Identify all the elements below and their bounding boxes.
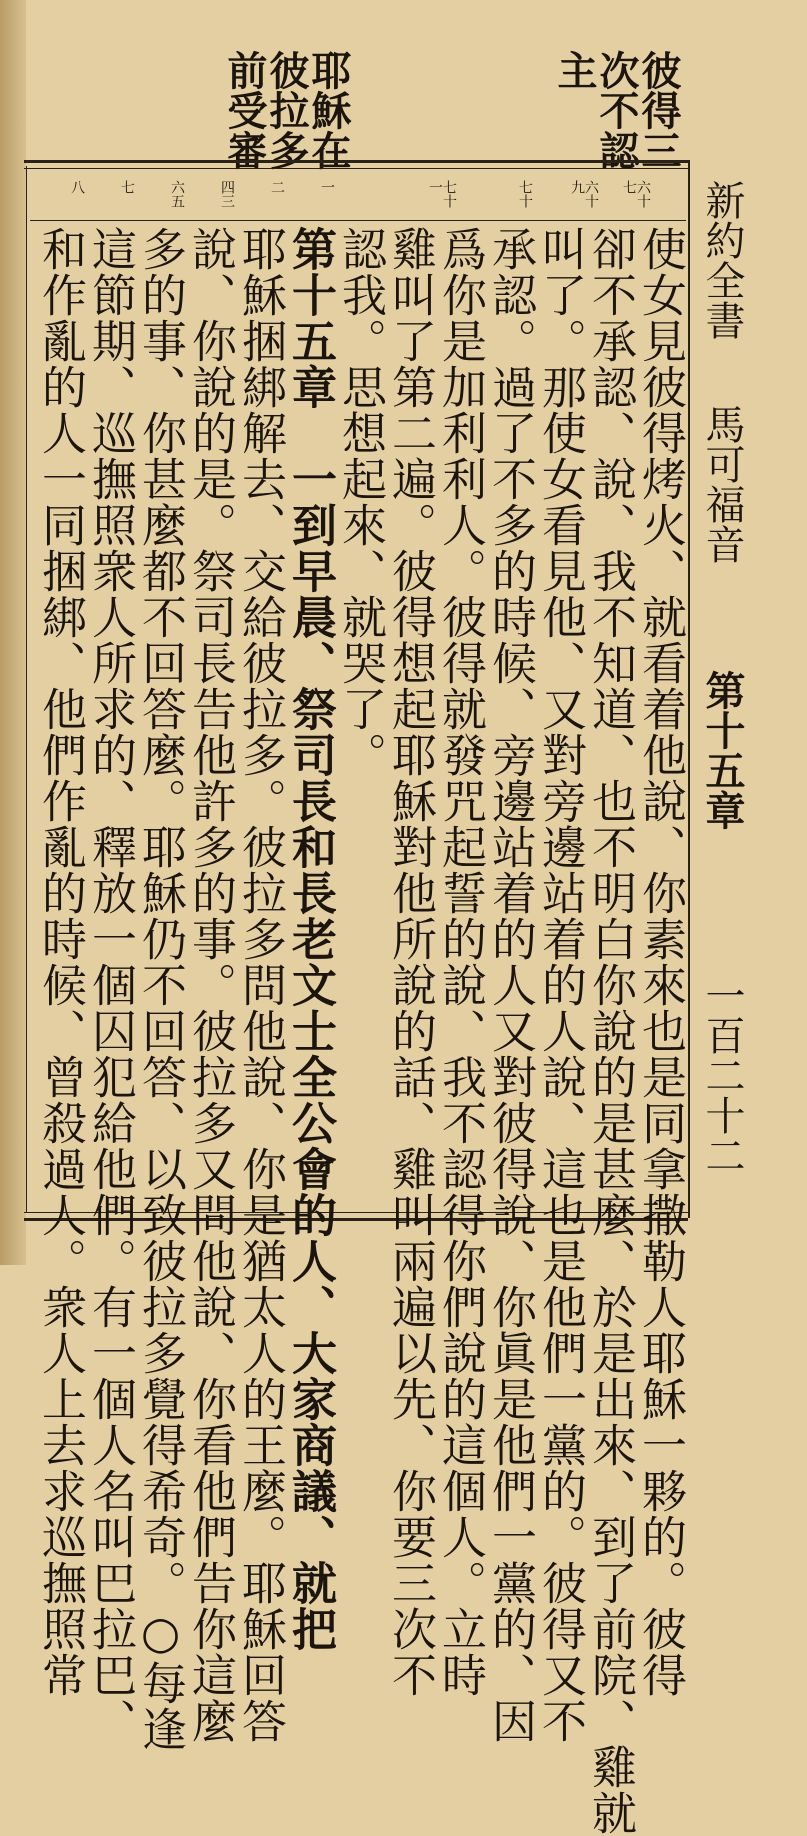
text-column: 多的事、你甚麼都不回答麼。耶穌仍不回答、以致彼拉多覺得希奇。○每逢 xyxy=(134,226,187,1752)
text-column: 這節期、巡撫照衆人所求的、釋放一個囚犯給他們。有一個人名叫巴拉巴、 xyxy=(84,226,137,1744)
verse-number-row xyxy=(30,176,686,221)
verse-number: 六十七 xyxy=(621,180,651,208)
text-column: 耶穌捆綁解去、交給彼拉多。彼拉多問他說、你是猶太人的王麼。耶穌回答 xyxy=(234,226,287,1744)
verse-number: 七十一 xyxy=(427,180,457,208)
verse-number: 四三 xyxy=(219,180,235,208)
margin-note-peter-denial-3: 主 xyxy=(551,50,598,90)
verse-number: 六五 xyxy=(169,180,185,208)
page-number: 一百二十二 xyxy=(699,975,745,1175)
margin-note-pilate-3: 前受審 xyxy=(221,50,268,170)
frame-right-rule xyxy=(688,160,690,1218)
running-head-gospel: 馬可福音 xyxy=(699,404,745,564)
verse-number: 八 xyxy=(69,180,85,194)
text-column: 叫了。那使女看見他、又對旁邊站着的人說、這也是他們一黨的。彼得又不 xyxy=(534,226,587,1744)
verse-number: 七 xyxy=(119,180,135,194)
margin-note-peter-denial-2: 次不認 xyxy=(593,50,640,170)
verse-number: 二 xyxy=(269,180,285,194)
verse-number: 六十九 xyxy=(569,180,599,208)
text-column: 卻不承認、說、我不知道、也不明白你說的是甚麼、於是出來、到了前院、雞就 xyxy=(584,226,637,1836)
verse-number: 一 xyxy=(319,180,335,194)
book-spine-shadow xyxy=(0,0,26,1265)
text-column: 爲你是加利利人。彼得就發咒起誓的說、我不認得你們說的這個人。立時 xyxy=(434,226,487,1698)
margin-note-pilate-1: 耶穌在 xyxy=(305,50,352,170)
text-column: 雞叫了第二遍。彼得想起耶穌對他所說的話、雞叫兩遍以先、你要三次不 xyxy=(384,226,437,1698)
running-head-book: 新約全書 xyxy=(699,180,745,340)
text-column: 使女見彼得烤火、就看着他說、你素來也是同拿撒勒人耶穌一夥的。彼得 xyxy=(634,226,687,1698)
frame-left-rule xyxy=(26,166,27,1212)
text-column: 說、你說的是。祭司長告他許多的事。彼拉多又問他說、你看他們告你這麼 xyxy=(184,226,237,1744)
chapter-heading-column: 第十五章 一到早晨、祭司長和長老文士全公會的人、大家商議、就把 xyxy=(284,226,337,1652)
text-column: 承認。過了不多的時候、旁邊站着的人又對彼得說、你眞是他們一黨的、因 xyxy=(484,226,537,1744)
margin-note-pilate-2: 彼拉多 xyxy=(263,50,310,170)
text-column: 和作亂的人一同捆綁、他們作亂的時候、曾殺過人。衆人上去求巡撫照常 xyxy=(34,226,87,1698)
verse-number: 七十 xyxy=(517,180,533,208)
text-column: 認我。思想起來、就哭了。 xyxy=(334,226,387,778)
margin-note-peter-denial-1: 彼得三 xyxy=(635,50,682,170)
running-head-chapter: 第十五章 xyxy=(699,670,746,830)
